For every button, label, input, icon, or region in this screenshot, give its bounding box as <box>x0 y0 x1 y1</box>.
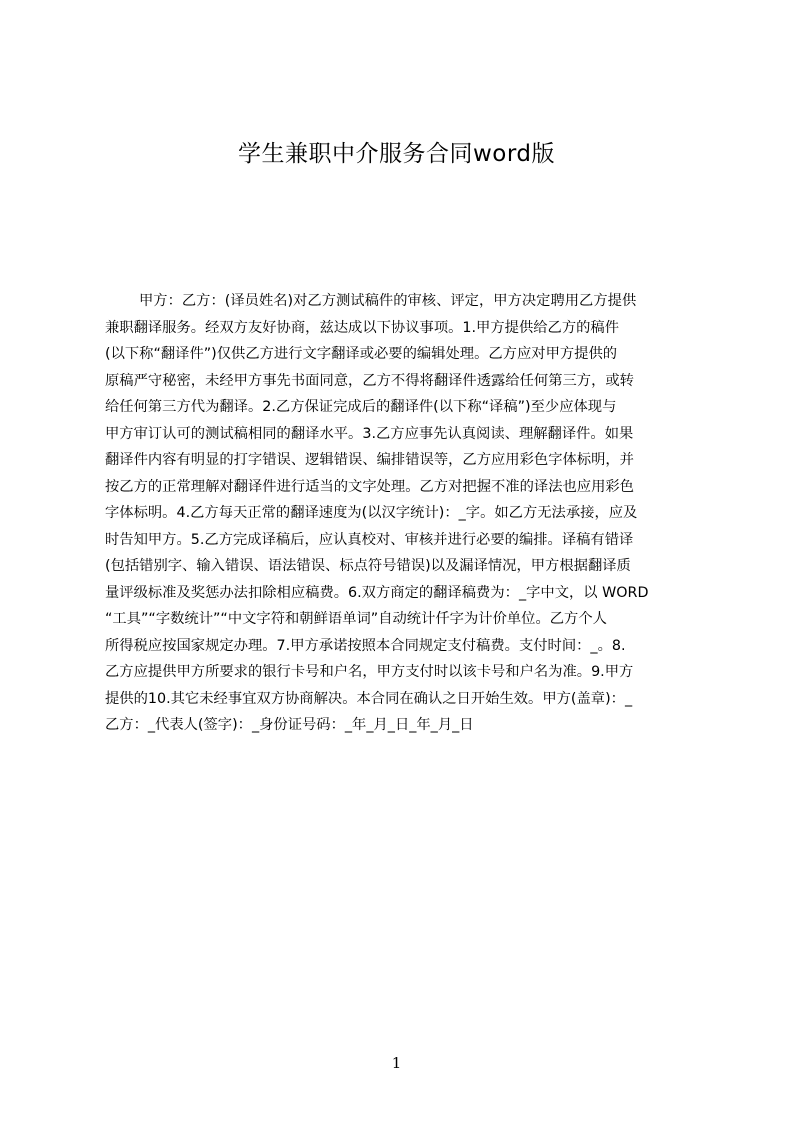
body-line: “工具”“字数统计”“中文字符和朝鲜语单词”自动统计仟字为计价单位。乙方个人 <box>105 611 607 627</box>
body-line: 乙方应提供甲方所要求的银行卡号和户名，甲方支付时以该卡号和户名为准。9.甲方 <box>105 664 634 680</box>
body-line: 时告知甲方。5.乙方完成译稿后，应认真校对、审核并进行必要的编排。译稿有错译 <box>105 531 634 548</box>
body-line: 按乙方的正常理解对翻译件进行适当的文字处理。乙方对把握不准的译法也应用彩色 <box>105 478 634 495</box>
body-line: 所得税应按国家规定办理。7.甲方承诺按照本合同规定支付稿费。支付时间：_。8. <box>105 637 626 654</box>
body-line: (以下称“翻译件”)仅供乙方进行文字翻译或必要的编辑处理。乙方应对甲方提供的 <box>105 346 618 362</box>
page-number: 1 <box>391 1054 402 1072</box>
body-line: 量评级标准及奖惩办法扣除相应稿费。6.双方商定的翻译稿费为：_字中文，以 WORD <box>105 584 649 601</box>
document-title: 学生兼职中介服务合同word版 <box>237 141 556 167</box>
body-line: 给任何第三方代为翻译。2.乙方保证完成后的翻译件(以下称“译稿”)至少应体现与 <box>105 399 617 415</box>
body-line: 甲方：乙方：(译员姓名)对乙方测试稿件的审核、评定，甲方决定聘用乙方提供 <box>139 293 637 309</box>
body-line: 兼职翻译服务。经双方友好协商，兹达成以下协议事项。1.甲方提供给乙方的稿件 <box>105 319 620 336</box>
document-body <box>105 288 697 739</box>
body-line: (包括错别字、输入错误、语法错误、标点符号错误)以及漏译情况，甲方根据翻译质 <box>105 558 631 574</box>
body-line: 提供的10.其它未经事宜双方协商解决。本合同在确认之日开始生效。甲方(盖章)：_ <box>105 690 633 707</box>
body-line: 甲方审订认可的测试稿相同的翻译水平。3.乙方应事先认真阅读、理解翻译件。如果 <box>105 425 634 442</box>
body-line: 翻译件内容有明显的打字错误、逻辑错误、编排错误等，乙方应用彩色字体标明，并 <box>105 452 634 468</box>
body-line: 原稿严守秘密，未经甲方事先书面同意，乙方不得将翻译件透露给任何第三方，或转 <box>105 372 634 389</box>
body-line: 字体标明。4.乙方每天正常的翻译速度为(以汉字统计)：_字。如乙方无法承接，应及 <box>105 505 638 521</box>
body-line: 乙方：_代表人(签字)：_身份证号码：_年_月_日_年_月_日 <box>105 717 474 733</box>
